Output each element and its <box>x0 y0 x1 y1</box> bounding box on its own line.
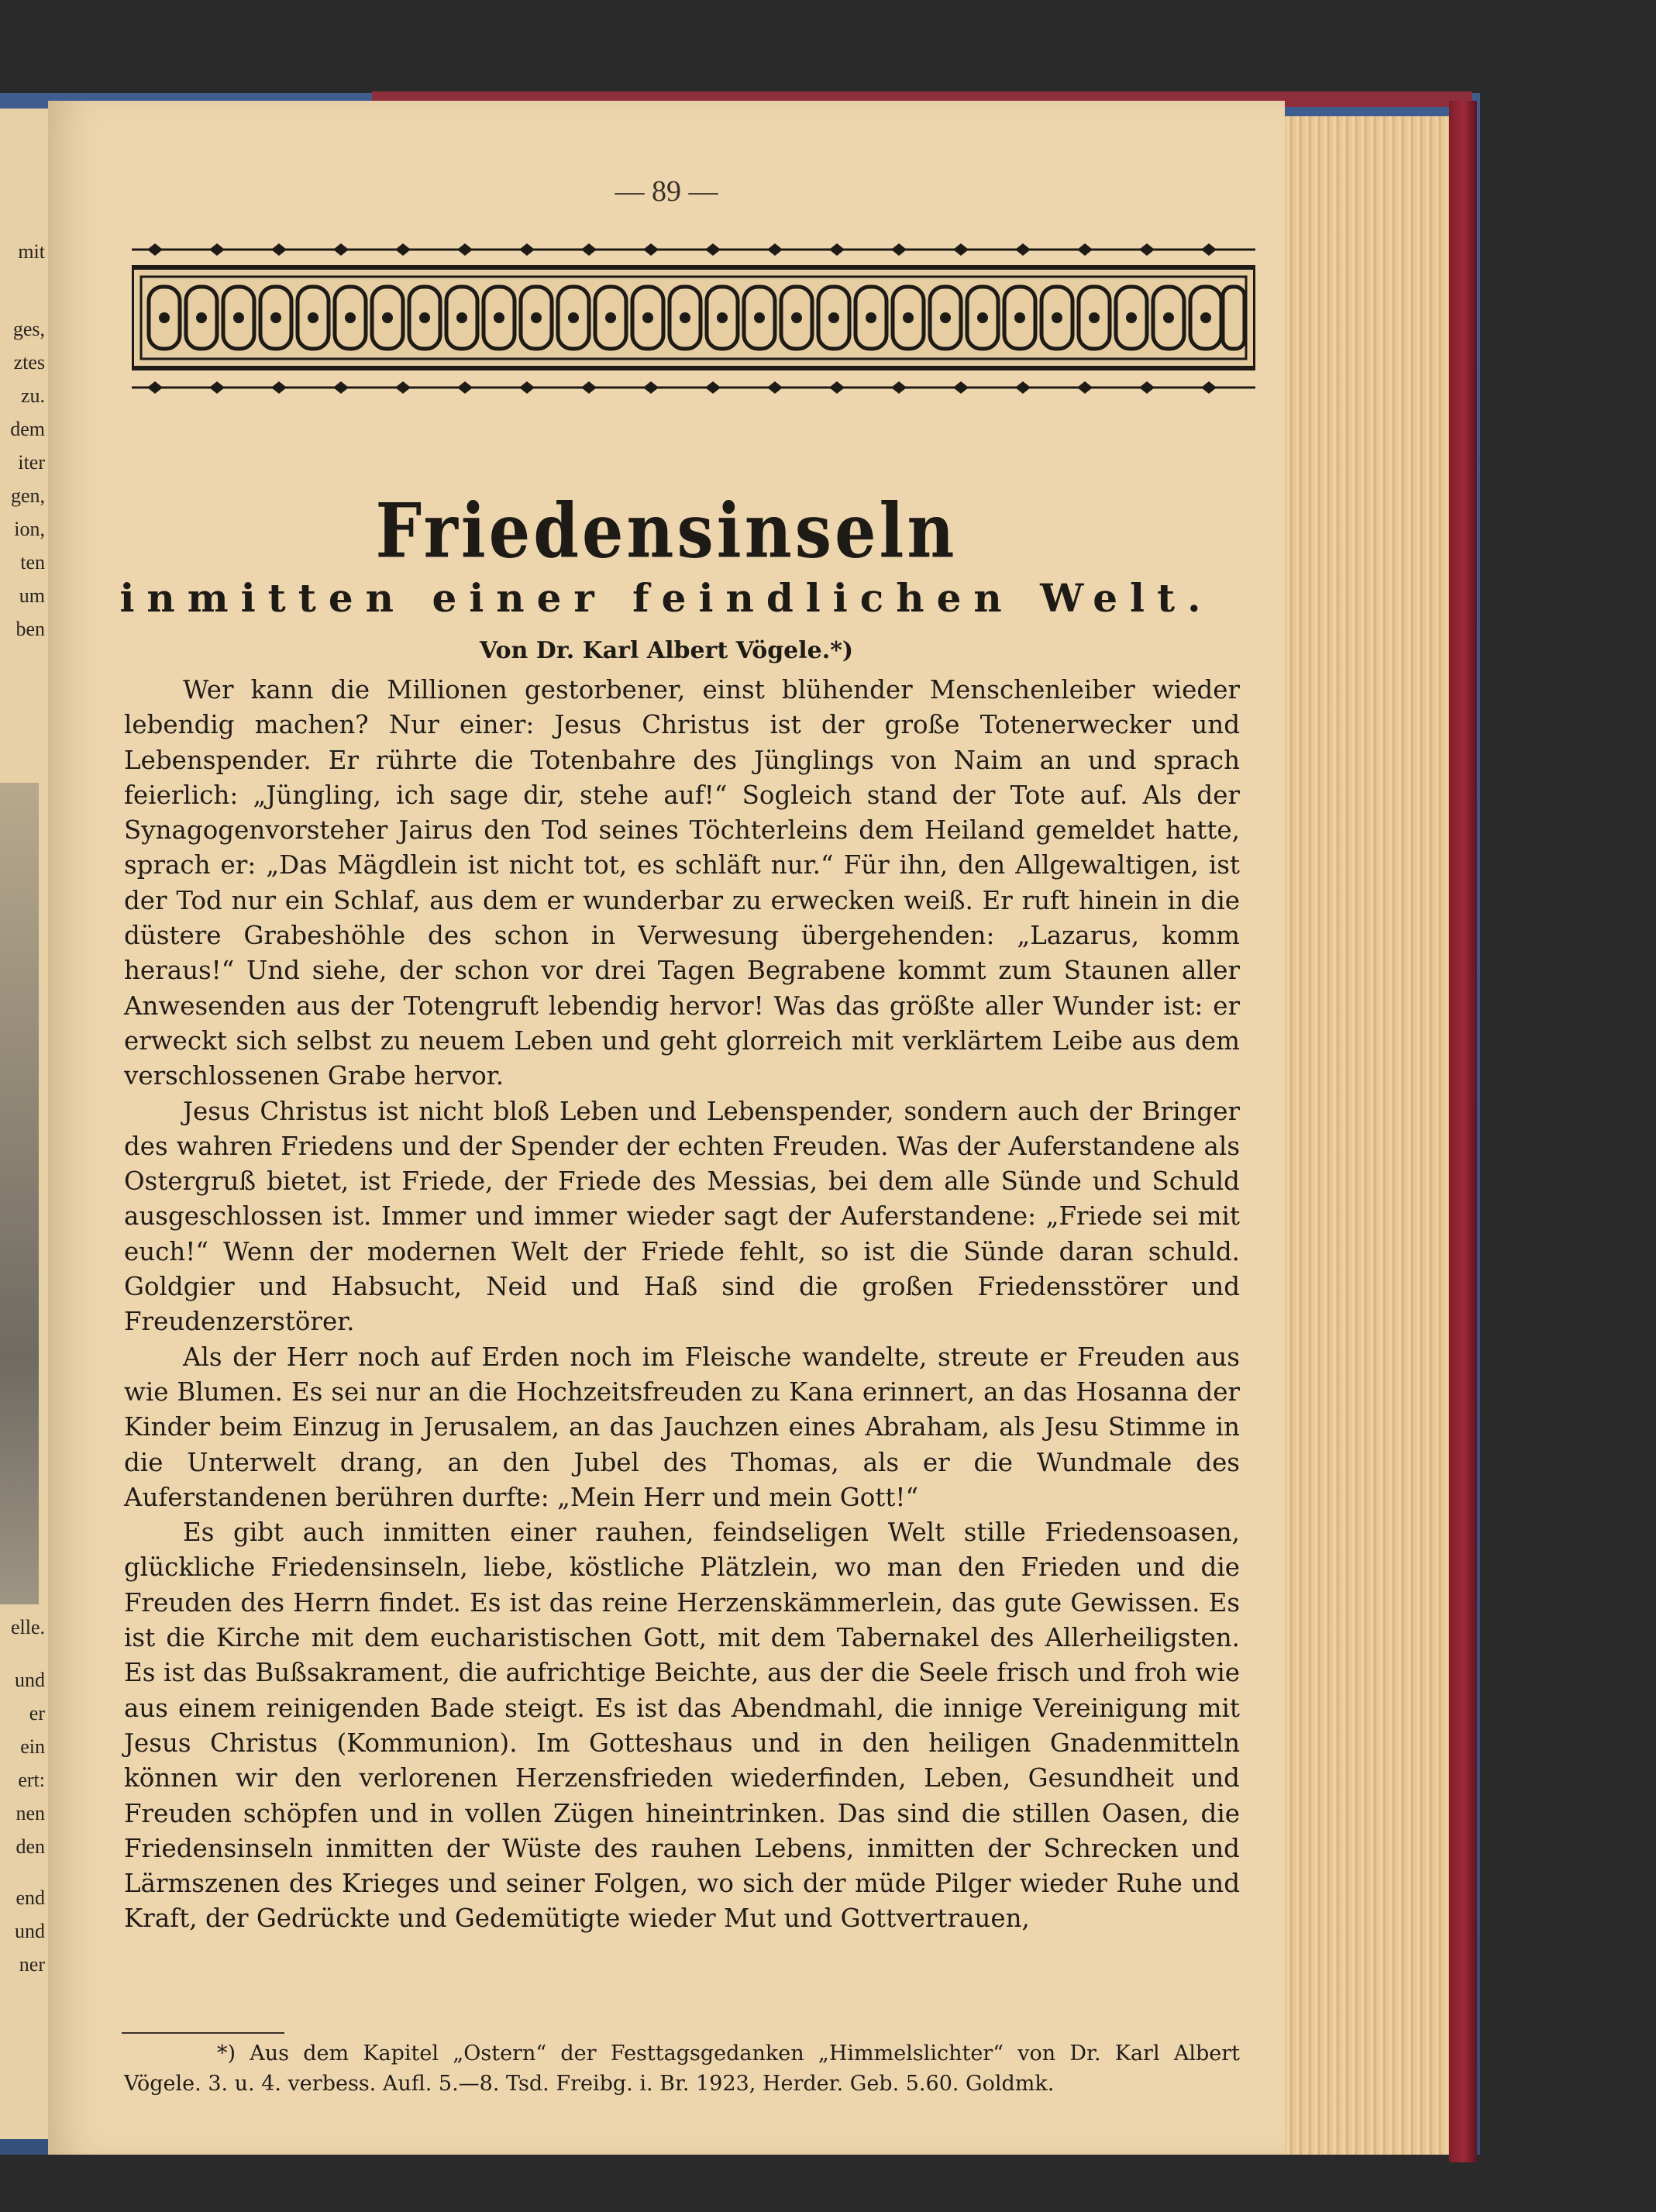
facing-page-fragment: gen, <box>10 484 45 507</box>
page-number: — 89 — <box>615 175 718 208</box>
facing-page-photo <box>0 783 39 1604</box>
facing-page-fragment: ztes <box>13 351 45 374</box>
paragraph: Es gibt auch inmitten einer rauhen, feindseligen Welt stille Friedensoasen, glückliche Friedensinseln, liebe, köstliche Plätzlein, wo man den Frieden und die Freuden des Herrn findet. Es ist das reine Herzenskämmerlein, das gute Gewissen. Es ist die Kirche mit dem eucharistischen Gott, mit dem Tabernakel des Allerheiligsten. Es ist das Bußsakrament, die aufrichtige Beichte, aus der die Seele frisch und froh wie aus einem reinigenden Bade steigt. Es ist das Abendmahl, die innige Vereinigung mit Jesus Christus (Kommunion). Im Gotteshaus und in den heiligen Gnadenmitteln können wir den verlorenen Herzensfrieden wiederfinden, Leben, Gesundheit und Freuden schöpfen und in vollen Zügen hineintrinken. Das sind die stillen Oasen, die Friedensinseln inmitten der Wüste des rauhen Lebens, inmitten der Schrecken und Lärmszenen des Krieges und seiner Folgen, wo sich der müde Pilger wieder Ruhe und Kraft, der Gedrückte und Gedemütigte wieder Mut und Gottvertrauen, <box>124 1518 1240 1934</box>
facing-page-fragment: elle. <box>10 1616 45 1638</box>
facing-page <box>0 109 50 2139</box>
facing-page-fragment: ten <box>20 551 45 574</box>
paragraph: Jesus Christus ist nicht bloß Leben und Lebenspender, sondern auch der Bringer des wahren Friedens und der Spender der echten Freuden. Was der Auferstandene als Ostergruß bietet, ist Friede, der Friede des Messias, bei dem alle Sünde und Schuld ausgeschlossen ist. Immer und immer wieder sagt der Auferstandene: „Friede sei mit euch!“ Wenn der modernen Welt der Friede fehlt, so ist die Sünde daran schuld. Goldgier und Habsucht, Neid und Haß sind die großen Friedensstörer und Freudenzerstörer. <box>124 1096 1240 1337</box>
facing-page-fragment: er <box>29 1702 45 1724</box>
facing-page-fragment: ert: <box>18 1769 45 1791</box>
facing-page-fragment: nen <box>15 1802 45 1824</box>
article-body <box>124 673 1240 1937</box>
facing-page-fragment: iter <box>18 451 45 474</box>
article-subtitle: inmitten einer feindlichen Welt. <box>119 575 1214 621</box>
article-title: Friedensinseln <box>375 486 958 575</box>
facing-page-fragment: um <box>19 584 45 607</box>
book-spine <box>1449 101 1477 2162</box>
paragraph: Als der Herr noch auf Erden noch im Fleische wandelte, streute er Freuden aus wie Blumen. Es sei nur an die Hochzeitsfreuden zu Kana erinnert, an das Hosanna der Kinder beim Einzug in Jerusalem, an das Jauchzen eines Abraham, als Jesu Stimme in die Unterwelt drang, an den Jubel des Thomas, als er die Wundmale des Auferstandenen berühren durfte: „Mein Herr und mein Gott!“ <box>124 1342 1240 1512</box>
paragraph: Wer kann die Millionen gestorbener, einst blühender Menschenleiber wieder lebendig machen? Nur einer: Jesus Christus ist der große Totenerwecker und Lebenspender. Er rührte die Totenbahre des Jünglings von Naim an und sprach feierlich: „Jüngling, ich sage dir, stehe auf!“ Sogleich stand der Tote auf. Als der Synagogenvorsteher Jairus den Tod seines Töchterleins dem Heiland gemeldet hatte, sprach er: „Das Mägdlein ist nicht tot, es schläft nur.“ Für ihn, den Allgewaltigen, ist der Tod nur ein Schlaf, aus dem er wunderbar zu erwecken weiß. Er ruft hinein in die düstere Grabeshöhle des schon in Verwesung übergehenden: „Lazarus, komm heraus!“ Und siehe, der schon vor drei Tagen Begrabene kommt zum Staunen aller Anwesenden aus der Totengruft lebendig hervor! Was das größte aller Wunder ist: er erweckt sich selbst zu neuem Leben und geht glorreich mit verklärtem Leibe aus dem verschlossenen Grabe hervor. <box>124 675 1240 1091</box>
facing-page-fragment: dem <box>10 418 45 440</box>
facing-page-fragment: ner <box>19 1953 45 1976</box>
article-byline: Von Dr. Karl Albert Vögele.*) <box>479 637 854 664</box>
footnote: *) Aus dem Kapitel „Ostern“ der Festtagsgedanken „Himmelslichter“ von Dr. Karl Albert Vögele. 3. u. 4. verbess. Aufl. 5.—8. Tsd. Freibg. i. Br. 1923, Herder. Geb. 5.60. Goldmk. <box>124 2041 1240 2096</box>
book-page <box>48 101 1285 2155</box>
ornamental-border <box>132 233 1255 481</box>
facing-page-fragment: zu. <box>20 384 45 407</box>
facing-page-fragment: mit <box>18 240 45 263</box>
facing-page-fragment: ion, <box>14 518 45 540</box>
facing-page-fragment: end <box>15 1886 45 1909</box>
facing-page-fragment: und <box>15 1920 45 1942</box>
facing-page-fragment: den <box>15 1835 45 1858</box>
facing-page-fragment: ein <box>20 1735 45 1758</box>
facing-page-fragment: und <box>15 1669 45 1691</box>
facing-page-fragment: ges, <box>12 318 45 340</box>
footnote-rule <box>122 2032 284 2034</box>
page-edges <box>1285 116 1451 2155</box>
facing-page-fragment: ben <box>15 618 45 640</box>
